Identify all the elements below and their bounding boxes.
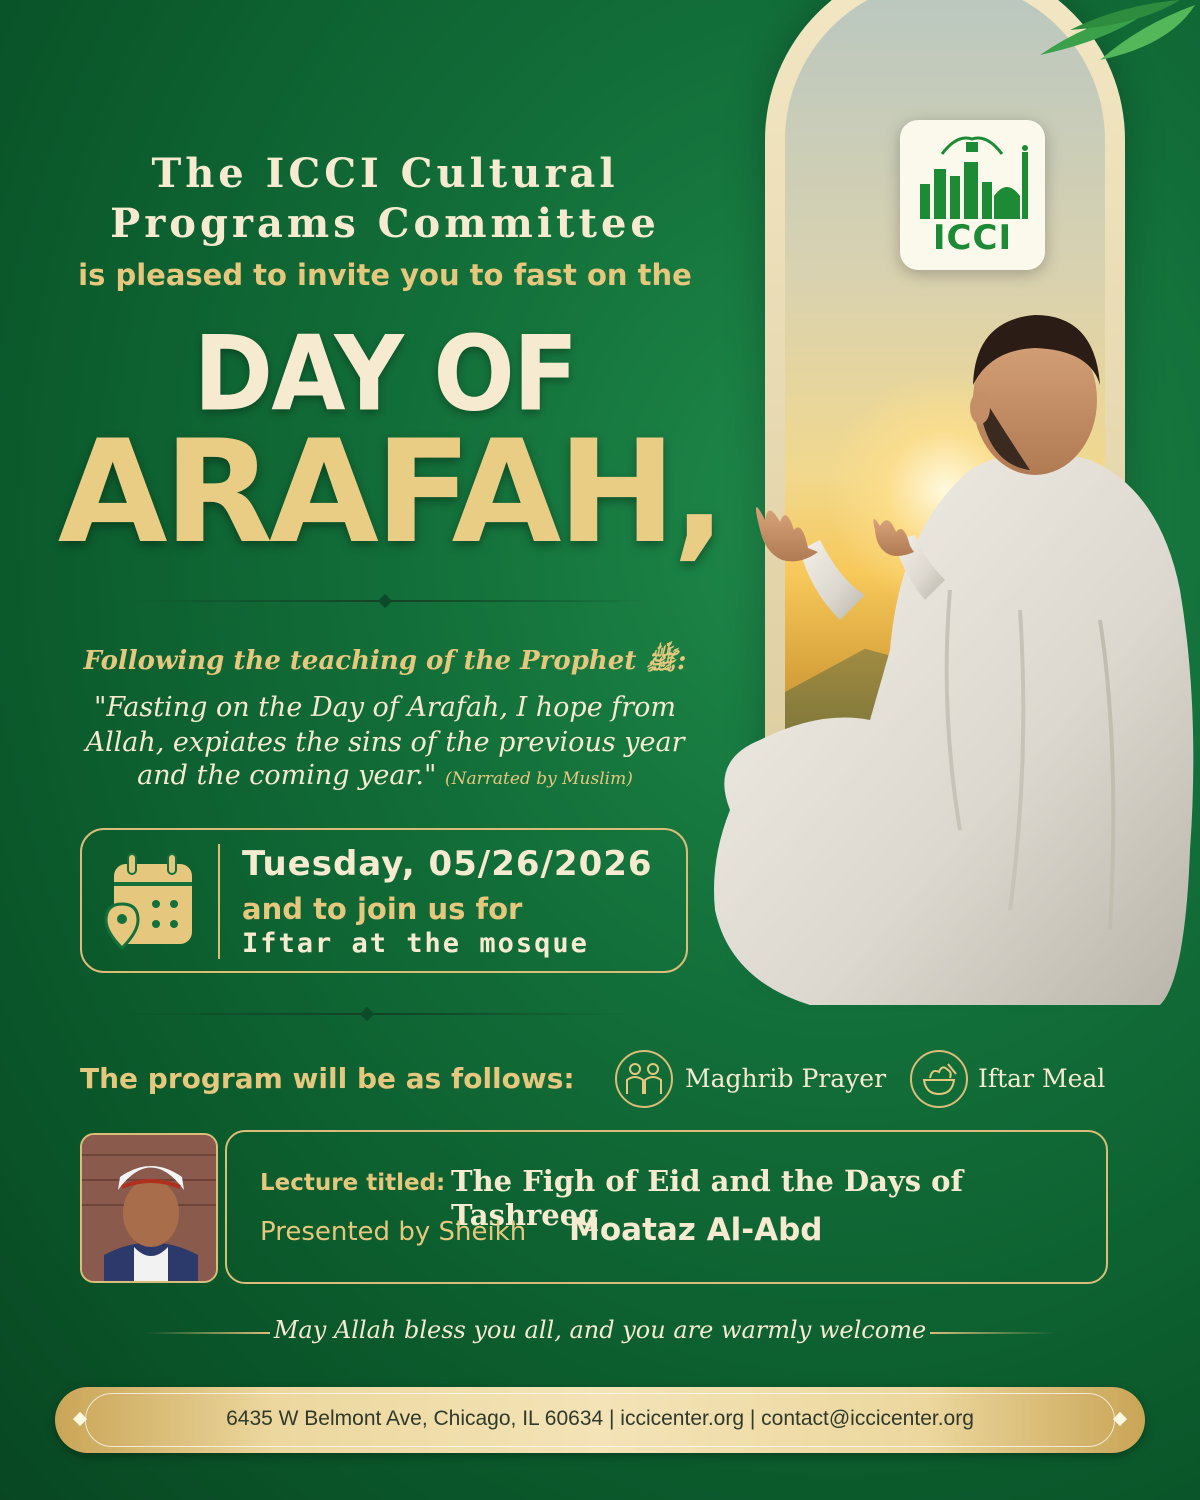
quote-line-2: Allah, expiates the sins of the previous year [85,727,685,758]
lecture-label: Lecture titled: [260,1170,446,1196]
calendar-location-icon [104,852,199,952]
palm-leaves-decoration [1030,0,1200,70]
join-text: and to join us for [242,892,523,926]
speaker-name: Moataz Al-Abd [569,1212,823,1248]
program-item-iftar: Iftar Meal [978,1064,1106,1093]
event-date-box [80,828,688,973]
header-line-1: The ICCI Cultural [151,150,619,197]
praying-man-figure [690,290,1200,1020]
speaker-photo [80,1133,218,1283]
program-label: The program will be as follows: [80,1062,575,1095]
header-invitation: is pleased to invite you to fast on the [78,258,692,292]
iftar-text: Iftar at the mosque [242,928,589,959]
quote-intro: Following the teaching of the Prophet ﷺ: [83,646,687,676]
header-line-2: Programs Committee [110,200,660,247]
quote-line-3 [40,760,730,791]
divider-diamond-2 [360,1007,374,1021]
date-separator [218,844,220,959]
icci-logo [900,120,1045,270]
quote-line-3-text: and the coming year." [137,760,437,791]
lecture-title: The Figh of Eid and the Days of Tashreeq [451,1164,963,1232]
prayer-group-icon [615,1050,673,1108]
closing-message: May Allah bless you all, and you are warmly welcome [273,1316,927,1344]
program-item-maghrib: Maghrib Prayer [685,1064,887,1093]
title-arafah: ARAFAH, [57,410,723,575]
footer-contact-bar [55,1387,1145,1453]
divider-diamond [378,594,392,608]
quote-source: (Narrated by Muslim) [445,769,633,789]
logo-text: ICCI [932,218,1013,258]
lecture-card [225,1130,1108,1284]
footer-contact-text: 6435 W Belmont Ave, Chicago, IL 60634 | iccicenter.org | contact@iccicenter.org [226,1407,974,1430]
mosque-skyline-icon [912,134,1033,219]
meal-bowl-icon [910,1050,968,1108]
quote-line-1: "Fasting on the Day of Arafah, I hope from [93,692,677,723]
presented-by-label: Presented by Sheikh [260,1217,527,1247]
event-date: Tuesday, 05/26/2026 [242,844,653,884]
title-day-of: DAY OF [193,313,577,435]
